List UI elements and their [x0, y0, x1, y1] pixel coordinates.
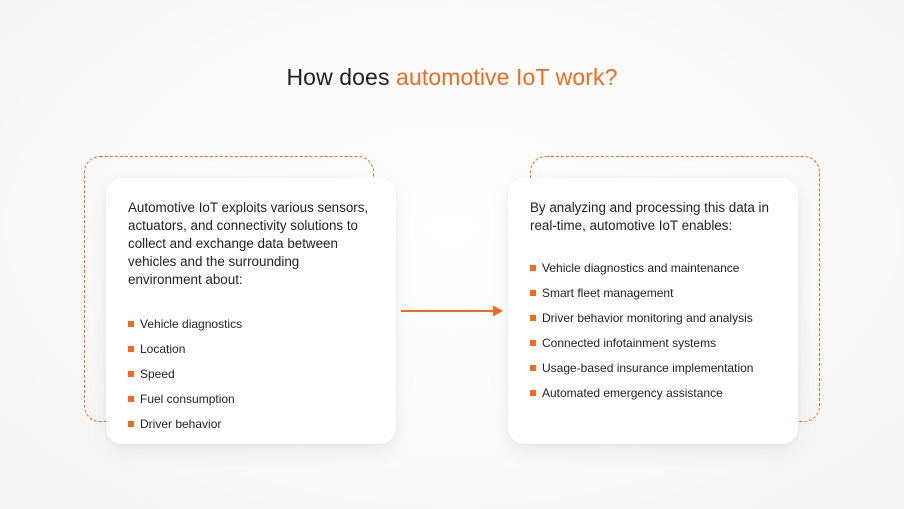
square-bullet-icon [530, 365, 536, 371]
arrow-right-icon [401, 303, 504, 319]
square-bullet-icon [530, 290, 536, 296]
list-item [530, 281, 776, 306]
data-collection-card [106, 178, 396, 444]
list-item-label: Driver behavior monitoring and analysis [542, 311, 753, 325]
data-collection-list [128, 312, 374, 437]
list-item [530, 331, 776, 356]
list-item-label: Automated emergency assistance [542, 386, 723, 400]
iot-benefits-intro: By analyzing and processing this data in real-time, automotive IoT enables: [530, 200, 769, 233]
iot-benefits-list [530, 256, 776, 406]
list-item [128, 362, 374, 387]
data-collection-intro: Automotive IoT exploits various sensors, actuators, and connectivity solutions to collect and exchange data between vehicles and the surrounding environment about: [128, 200, 369, 287]
list-item-label: Vehicle diagnostics [140, 317, 243, 331]
title-highlight: automotive IoT work? [396, 64, 618, 90]
square-bullet-icon [128, 396, 134, 402]
list-item-label: Fuel consumption [140, 392, 235, 406]
square-bullet-icon [128, 346, 134, 352]
square-bullet-icon [128, 321, 134, 327]
square-bullet-icon [530, 265, 536, 271]
page-title [0, 62, 904, 92]
list-item-label: Vehicle diagnostics and maintenance [542, 261, 740, 275]
square-bullet-icon [128, 421, 134, 427]
list-item [530, 356, 776, 381]
list-item-label: Driver behavior [140, 417, 222, 431]
list-item [530, 306, 776, 331]
list-item-label: Usage-based insurance implementation [542, 361, 754, 375]
list-item-label: Speed [140, 367, 175, 381]
title-prefix: How does [286, 64, 397, 90]
list-item [530, 256, 776, 281]
list-item-label: Connected infotainment systems [542, 336, 717, 350]
list-item [128, 387, 374, 412]
list-item [128, 412, 374, 437]
iot-benefits-card [508, 178, 798, 444]
list-item [530, 381, 776, 406]
square-bullet-icon [530, 315, 536, 321]
square-bullet-icon [530, 390, 536, 396]
square-bullet-icon [128, 371, 134, 377]
list-item-label: Location [140, 342, 186, 356]
list-item [128, 337, 374, 362]
list-item [128, 312, 374, 337]
list-item-label: Smart fleet management [542, 286, 674, 300]
square-bullet-icon [530, 340, 536, 346]
